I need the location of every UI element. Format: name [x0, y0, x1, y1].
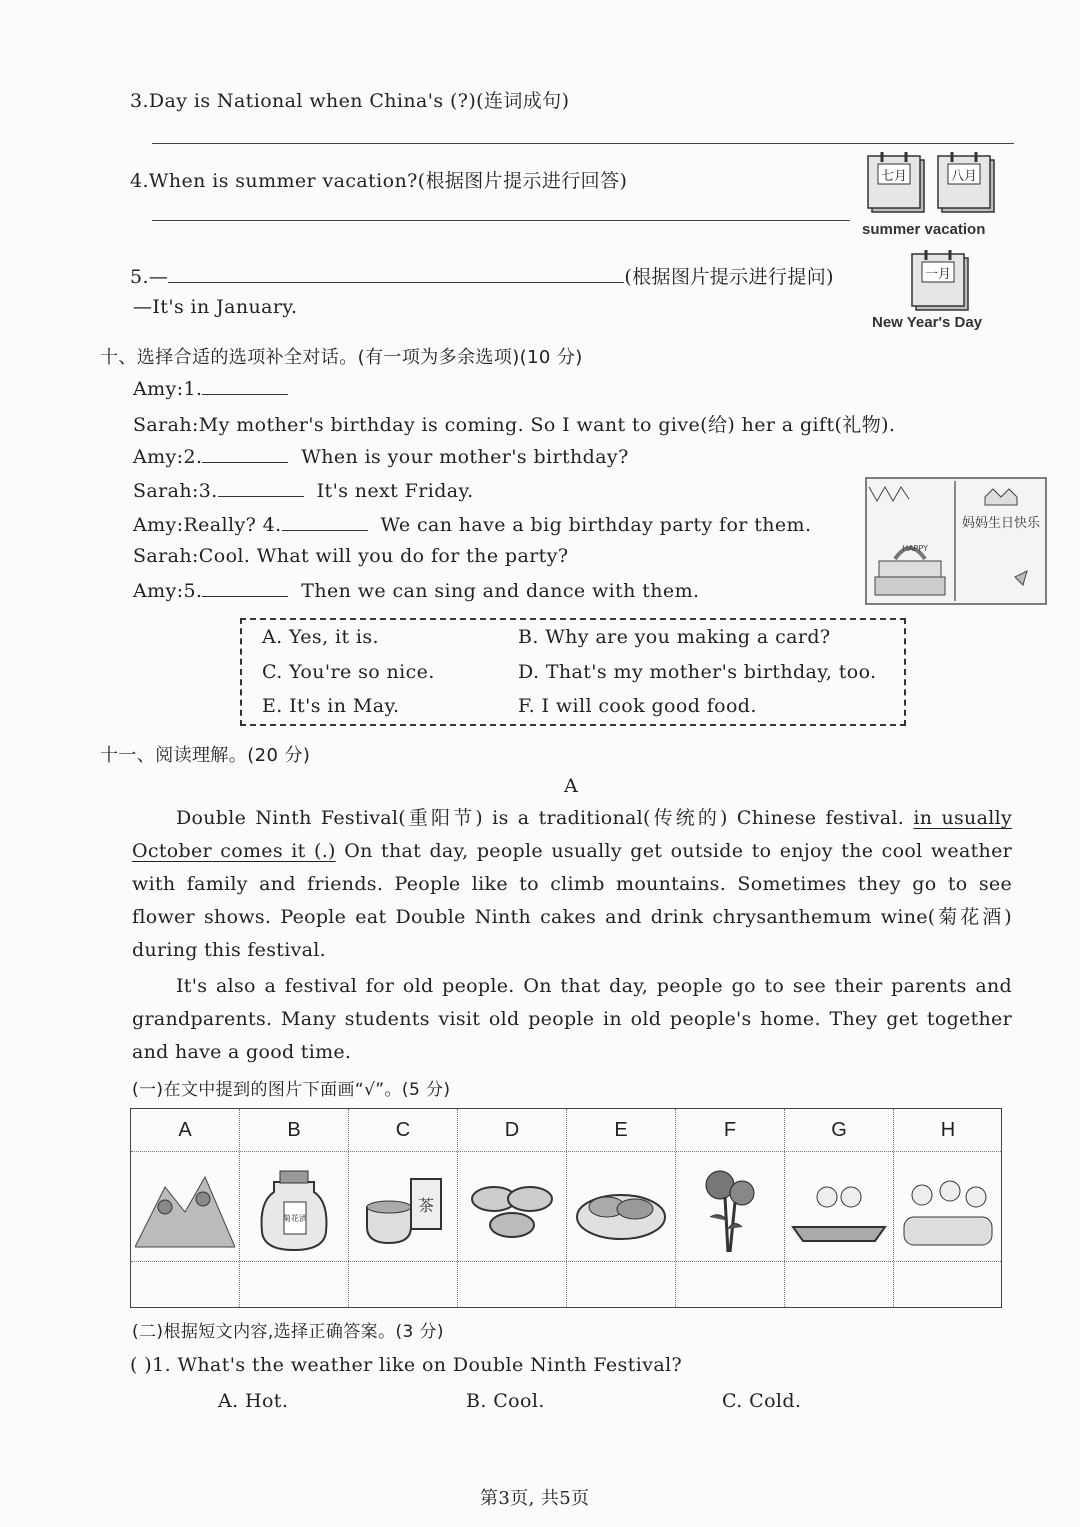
calendar-july-text: 七月	[880, 169, 908, 184]
question-5-answer: —It's in January.	[133, 296, 298, 318]
answer-cell-g[interactable]	[785, 1262, 893, 1306]
part-1-title: (一)在文中提到的图片下面画“√”。(5 分)	[132, 1080, 451, 1100]
option-b: B. Why are you making a card?	[518, 626, 831, 648]
section-11-title: 十一、阅读理解。(20 分)	[100, 745, 311, 766]
cakes-icon	[571, 1157, 671, 1257]
passage-paragraph-1: Double Ninth Festival(重阳节) is a traditional(传统的) Chinese festival. in usually October comes it (.) On that day, people usually get outside to enjoy the cool weather with family and friends. People like to climb mountains. Sometimes they go to see flower shows. People eat Double Ninth cakes and drink chrysanthemum wine(菊花酒) during this festival.	[132, 807, 1013, 961]
option-c: C. You're so nice.	[262, 661, 435, 683]
passage-label: A	[564, 775, 579, 797]
dialog-line-7: Amy:5. Then we can sing and dance with them.	[133, 580, 700, 602]
scramble-part-2[interactable]: October comes it (.)	[132, 840, 336, 862]
calendar-august-icon	[936, 152, 1000, 216]
question-4: 4.When is summer vacation?(根据图片提示进行回答)	[130, 170, 628, 192]
picture-grid	[130, 1108, 1002, 1308]
option-e: E. It's in May.	[262, 695, 400, 717]
dialog-line-3: Amy:2. When is your mother's birthday?	[133, 446, 629, 468]
option-d: D. That's my mother's birthday, too.	[518, 661, 877, 683]
page-footer: 第3页, 共5页	[480, 1488, 590, 1509]
dialog-line-5: Amy:Really? 4. We can have a big birthday party for them.	[133, 514, 812, 536]
question-5	[130, 262, 834, 289]
dialog-line-2: Sarah:My mother's birthday is coming. So I want to give(给) her a gift(礼物).	[133, 414, 896, 436]
answer-line-4[interactable]	[152, 220, 850, 221]
answer-cell-e[interactable]	[567, 1262, 675, 1306]
dialog-line-1: Amy:1.	[133, 376, 288, 400]
grid-label-d: D	[504, 1119, 520, 1141]
section-10-title: 十、选择合适的选项补全对话。(有一项为多余选项)(10 分)	[100, 347, 583, 368]
question-1-option-b[interactable]: B. Cool.	[466, 1390, 545, 1412]
question-1: ( )1. What's the weather like on Double Ninth Festival?	[130, 1354, 683, 1376]
calendar-august-text: 八月	[950, 169, 978, 184]
boat-children-icon	[789, 1157, 889, 1257]
option-f: F. I will cook good food.	[518, 695, 757, 717]
mooncakes-icon	[462, 1157, 562, 1257]
answer-cell-c[interactable]	[349, 1262, 457, 1306]
summer-vacation-caption: summer vacation	[862, 221, 986, 238]
answer-paren-1[interactable]: ( )	[130, 1354, 153, 1376]
answer-blank-5[interactable]	[168, 264, 624, 283]
cake-text: HAPPY	[902, 544, 928, 553]
grid-label-f: F	[723, 1119, 737, 1141]
question-5-number: 5.—	[130, 266, 169, 288]
answer-line-3[interactable]	[152, 143, 1014, 144]
calendar-january-text: 一月	[924, 267, 952, 282]
mountain-climbing-icon	[135, 1157, 235, 1257]
grid-label-g: G	[831, 1119, 847, 1141]
dialog-line-6: Sarah:Cool. What will you do for the party?	[133, 545, 569, 567]
answer-cell-b[interactable]	[240, 1262, 348, 1306]
grid-label-a: A	[178, 1119, 192, 1141]
dialog-blank-1[interactable]	[202, 376, 288, 395]
card-text: 妈妈生日快乐	[961, 516, 1041, 531]
dialog-blank-2[interactable]	[202, 444, 288, 463]
passage-paragraph-2: It's also a festival for old people. On that day, people go to see their parents and grandparents. Many students visit old people in old people's home. They get together and have a good time.	[132, 975, 1012, 1063]
birthday-card-illustration	[865, 477, 1047, 605]
question-1-option-a[interactable]: A. Hot.	[218, 1390, 289, 1412]
dialog-blank-4[interactable]	[282, 512, 368, 531]
dialog-blank-3[interactable]	[218, 478, 304, 497]
calendar-january-icon	[910, 250, 974, 314]
new-years-day-caption: New Year's Day	[872, 314, 983, 331]
chrysanthemum-icon	[680, 1157, 780, 1257]
question-1-option-c[interactable]: C. Cold.	[722, 1390, 802, 1412]
question-3: 3.Day is National when China's (?)(连词成句)	[130, 90, 570, 112]
question-5-hint: (根据图片提示进行提问)	[624, 266, 834, 288]
options-box	[240, 618, 906, 726]
grid-label-c: C	[395, 1119, 411, 1141]
option-a: A. Yes, it is.	[262, 626, 379, 648]
answer-cell-f[interactable]	[676, 1262, 784, 1306]
dialog-blank-5[interactable]	[202, 578, 288, 597]
part-2-title: (二)根据短文内容,选择正确答案。(3 分)	[132, 1322, 444, 1342]
grid-label-e: E	[614, 1119, 628, 1141]
scramble-part-1[interactable]: in usually	[913, 807, 1013, 829]
jar-label: 菊花酒	[283, 1214, 307, 1223]
dialog-line-4: Sarah:3. It's next Friday.	[133, 480, 474, 502]
tea-icon	[353, 1157, 453, 1257]
chrysanthemum-wine-jar-icon	[244, 1157, 344, 1257]
answer-cell-h[interactable]	[894, 1262, 1000, 1306]
answer-cell-d[interactable]	[458, 1262, 566, 1306]
grid-label-b: B	[287, 1119, 301, 1141]
grid-label-h: H	[940, 1119, 956, 1141]
calendar-july-icon	[866, 152, 930, 216]
family-elderly-icon	[898, 1157, 998, 1257]
tea-label: 茶	[417, 1196, 435, 1215]
answer-cell-a[interactable]	[131, 1262, 239, 1306]
